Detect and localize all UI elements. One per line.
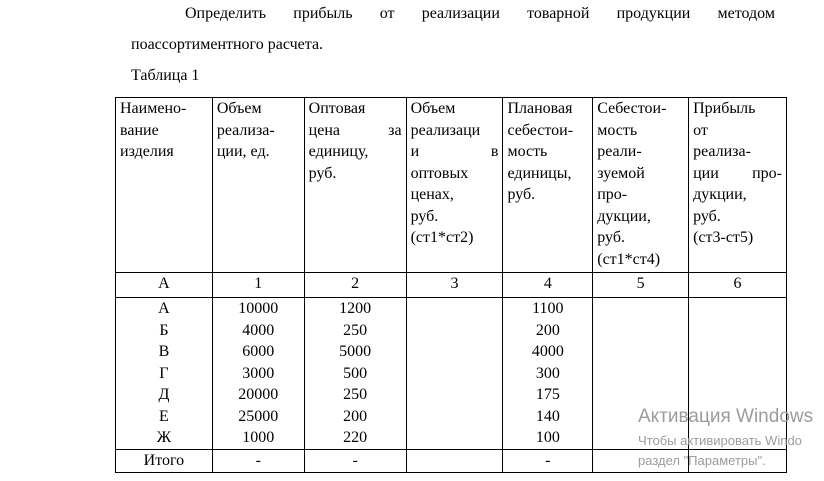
column-number-row bbox=[116, 273, 787, 298]
header-unit-cost: Плановая себестои- мость единицы, руб. bbox=[503, 98, 593, 273]
column-number: А bbox=[116, 273, 213, 298]
sales-volume-cell: 10000 4000 6000 3000 20000 25000 1000 bbox=[212, 298, 304, 450]
header-sales-volume: Объем реализа- ции, ед. bbox=[212, 98, 304, 273]
task-text-line-1: Определить прибыль от реализации товарной продукции методом bbox=[185, 5, 775, 22]
total-cell: - bbox=[503, 449, 593, 472]
watermark-line-1: Чтобы активировать Windo bbox=[638, 433, 802, 448]
column-number: 3 bbox=[406, 273, 503, 298]
header-row bbox=[116, 98, 787, 273]
column-number: 1 bbox=[212, 273, 304, 298]
header-product-name: Наимено- вание изделия bbox=[116, 98, 213, 273]
watermark-title: Активация Windows bbox=[638, 406, 814, 427]
header-wholesale-price: Оптовая цена за единицу, руб. bbox=[304, 98, 406, 273]
header-product-cost: Себестои- мость реали- зуемой про- дукции, руб. (ст1*ст4) bbox=[593, 98, 689, 273]
total-label: Итого bbox=[116, 449, 213, 472]
total-cell: - bbox=[212, 449, 304, 472]
table-caption: Таблица 1 bbox=[131, 67, 200, 84]
total-cell bbox=[406, 449, 503, 472]
column-number: 4 bbox=[503, 273, 593, 298]
wholesale-price-cell: 1200 250 5000 500 250 200 220 bbox=[304, 298, 406, 450]
column-number: 6 bbox=[689, 273, 787, 298]
column-number: 5 bbox=[593, 273, 689, 298]
task-text-line-2: поассортиментного расчета. bbox=[131, 36, 324, 53]
header-profit: Прибыль от реализа- ции про- дукции, руб. (ст3-ст5) bbox=[689, 98, 787, 273]
total-cell: - bbox=[304, 449, 406, 472]
unit-cost-cell: 1100 200 4000 300 175 140 100 bbox=[503, 298, 593, 450]
column-number: 2 bbox=[304, 273, 406, 298]
watermark-line-2: раздел "Параметры". bbox=[638, 453, 766, 468]
product-names-cell: А Б В Г Д Е Ж bbox=[116, 298, 213, 450]
volume-wholesale-cell bbox=[406, 298, 503, 450]
windows-activation-watermark bbox=[638, 406, 813, 471]
header-volume-wholesale: Объем реализаци и в оптовых ценах, руб. (ст1*ст2) bbox=[406, 98, 503, 273]
